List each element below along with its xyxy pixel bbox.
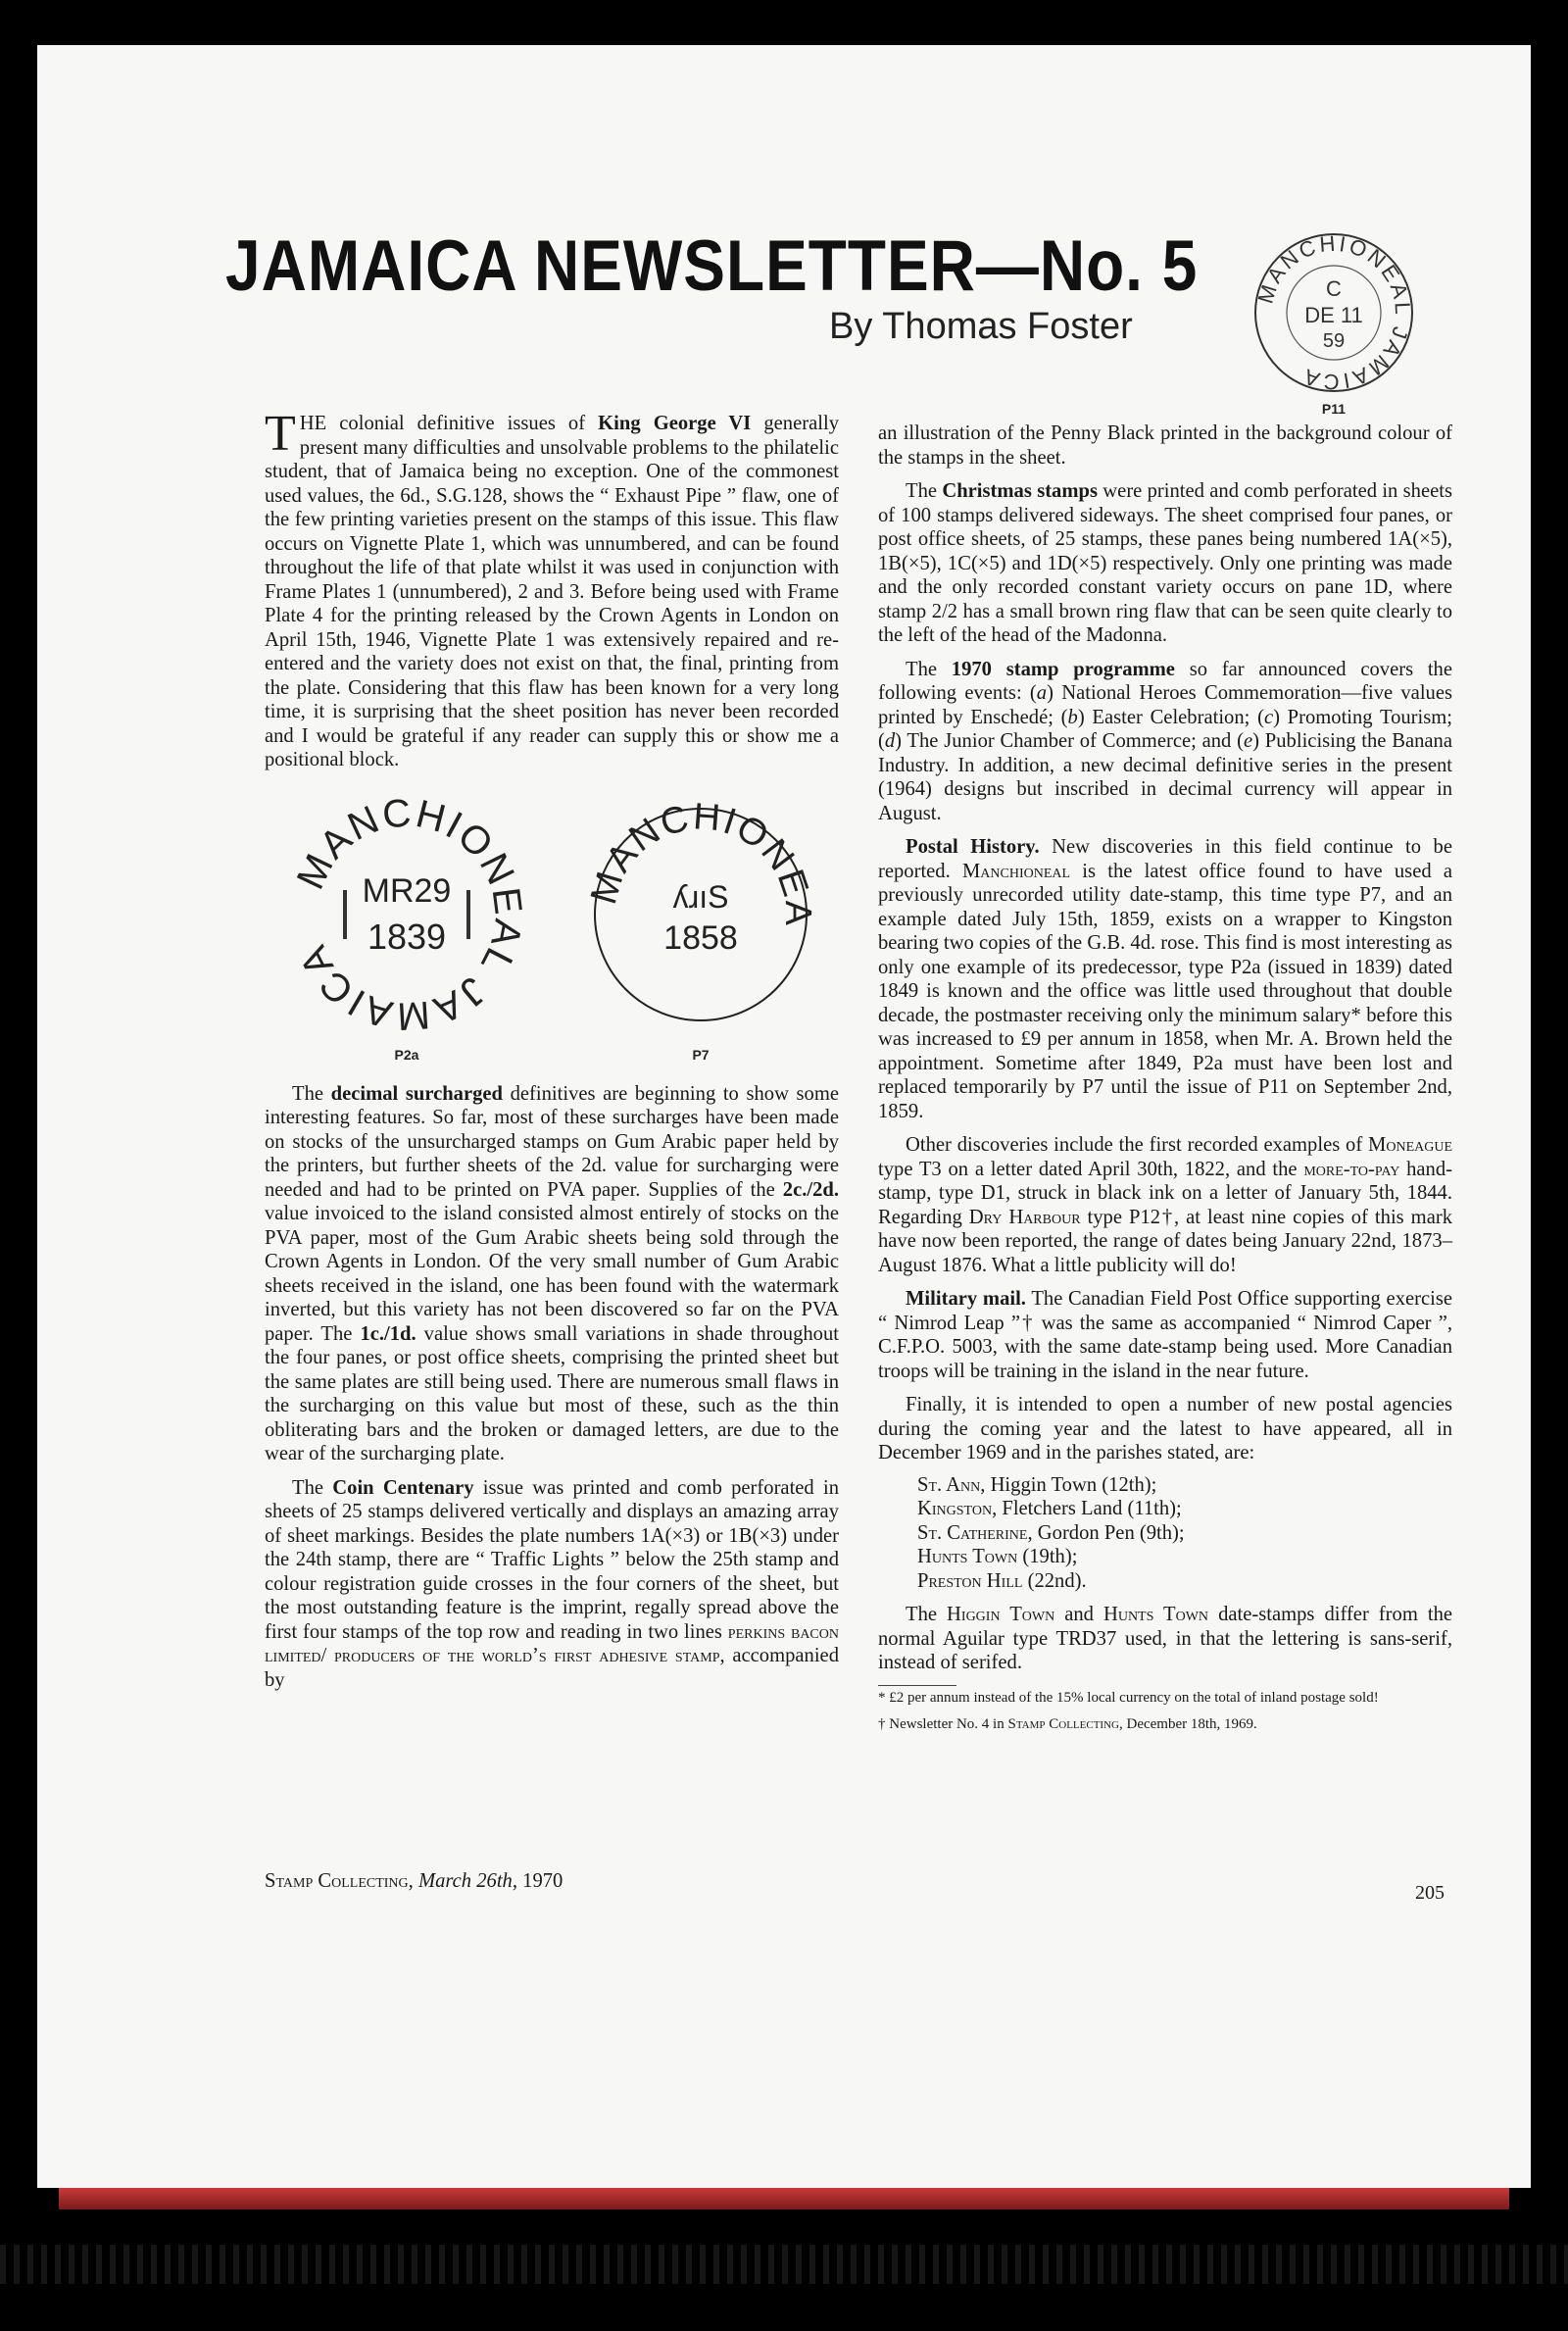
article-byline: By Thomas Foster — [829, 306, 1133, 347]
page-number: 205 — [1415, 1882, 1445, 1904]
parish-name: St. Catherine — [917, 1521, 1028, 1544]
text-span: so far announced covers the following events: ( — [878, 658, 1452, 704]
small-caps-span: Manchioneal — [962, 860, 1071, 882]
text-span: date-stamps differ from the normal Aguilar type TRD37 used, in that the lettering is sans-serif, instead of serifed. — [878, 1604, 1453, 1673]
list-item — [917, 1545, 1452, 1569]
christmas-stamps-paragraph — [878, 479, 1452, 648]
postmark-p11-line3: 59 — [1322, 330, 1346, 352]
text-span: issue was printed and comb perforated in sheets of 25 stamps delivered vertically and displays an amazing array of sheet markings. Besides the plate numbers 1A(×3) or 1B(×3) under the 24th stamp, there are “ Traffic Lights ” below the 25th stamp and colour registration guide crosses in the four corners of the sheet, but the most outstanding feature is the imprint, regally spread above the first four stamps of the top row and reading in two lines — [265, 1476, 839, 1643]
bold-span: Christmas stamps — [942, 480, 1098, 502]
italic-span: d — [884, 730, 896, 752]
text-span: ) Publicising the Banana Industry. In addition, a new decimal definitive series in the present (1964) designs but inscribed in decimal currency will appear in August. — [878, 730, 1452, 824]
list-item — [917, 1569, 1452, 1594]
continued-paragraph: an illustration of the Penny Black printed in the background colour of the stamps in the sheet. — [878, 422, 1452, 469]
left-column — [265, 406, 840, 1702]
small-caps-span: Stamp Collecting — [1007, 1715, 1119, 1732]
postmark-p7-line2: 1858 — [663, 918, 738, 957]
article-title: JAMAICA NEWSLETTER—No. 5 — [225, 224, 1199, 306]
footnote-2 — [878, 1716, 1452, 1733]
postmark-p11-line1: C — [1326, 276, 1342, 301]
postal-agencies-list — [917, 1473, 1452, 1594]
postmark-figures — [265, 782, 839, 1066]
postmark-p11-image — [1250, 229, 1417, 396]
small-caps-span: Hunts Town — [1102, 1604, 1209, 1625]
postmark-p11-line2: DE 11 — [1304, 303, 1363, 327]
text-span: and — [1054, 1604, 1103, 1625]
postmark-p7-caption: P7 — [692, 1047, 710, 1063]
small-caps-span: Higgin Town — [947, 1604, 1055, 1625]
right-column — [878, 422, 1452, 1743]
agency-detail: , Gordon Pen (9th); — [1027, 1521, 1185, 1544]
postal-history-paragraph — [878, 835, 1452, 1123]
red-page-edge — [59, 2188, 1509, 2209]
text-span: ) The Junior Chamber of Commerce; and ( — [895, 730, 1245, 752]
intro-text-c: generally present many difficulties and unsolvable problems to the philatelic student, that of Jamaica being no exception. One of the commonest used values, the 6d., S.G.128, shows the “ Exhaust Pipe ” flaw, one of the few printing varieties present on the stamps of this issue. This flaw occurs on Vignette Plate 1, which was unnumbered, and can be found throughout the life of that plate whilst it was used in conjunction with Frame Plates 1 (unnumbered), 2 and 3. Before being used with Frame Plate 4 for the printing released by the Crown Agents in London on April 15th, 1946, Vignette Plate 1 was extensively repaired and re-entered and the variety does not exist on that, the final, printing from the plate. Considering that this flaw has been known for a very long time, it is surprising that the sheet position has never been recorded and I would be grateful if any reader can supply this or show me a positional block. — [265, 413, 839, 770]
postmark-p7-figure — [578, 792, 823, 1067]
issue-date: March 26th — [417, 1870, 513, 1892]
bold-span: 1970 stamp programme — [951, 658, 1175, 680]
postmark-p7-ring-text: MANCHIONEA — [583, 795, 819, 927]
small-caps-span: more-to-pay — [1303, 1158, 1400, 1180]
agency-detail: , Higgin Town (12th); — [980, 1473, 1157, 1496]
text-span: , accompanied by — [265, 1645, 839, 1691]
parish-name: Hunts Town — [917, 1546, 1018, 1567]
text-span: The Canadian Field Post Office supporting exercise “ Nimrod Leap ”† was the same as accompanied “ Nimrod Caper ”, C.F.P.O. 5003, with the same date-stamp being used. More Canadian troops will be training in the island in the near future. — [878, 1288, 1453, 1382]
text-span: The — [292, 1082, 331, 1105]
postmark-p11-ring-text: MANCHIONEAL JAMAICA — [1252, 230, 1416, 395]
agency-detail: (22nd). — [1022, 1569, 1087, 1592]
text-span: The — [906, 658, 952, 680]
postmark-p2a-figure — [284, 792, 529, 1067]
text-span: type T3 on a letter dated April 30th, 1822, and the — [878, 1158, 1304, 1180]
list-item — [917, 1521, 1452, 1546]
text-span: , — [408, 1870, 418, 1892]
date-stamps-paragraph — [878, 1603, 1452, 1675]
postal-agencies-paragraph: Finally, it is intended to open a number of new postal agencies during the coming year and the latest to have appeared, all in December 1969 and in the parishes stated, are: — [878, 1394, 1452, 1463]
text-span: The — [906, 480, 943, 502]
italic-span: b — [1067, 706, 1078, 728]
postmark-p2a-line2: 1839 — [367, 916, 447, 957]
postmark-p11-figure — [1250, 229, 1417, 417]
other-discoveries-paragraph — [878, 1133, 1452, 1277]
postmark-p7-image — [578, 792, 823, 1037]
issue-year: , 1970 — [512, 1870, 564, 1892]
coin-centenary-paragraph — [265, 1476, 839, 1693]
text-span: type P12†, at least nine copies of this mark have now been reported, the range of dates being January 22nd, 1873–August 1876. What a little publicity will do! — [878, 1206, 1452, 1276]
journal-footer — [265, 1870, 563, 1893]
postmark-p2a-line1: MR29 — [362, 871, 452, 910]
bold-span: Postal History. — [906, 836, 1040, 858]
postmark-p2a-caption: P2a — [394, 1047, 419, 1063]
postmark-p11-caption: P11 — [1321, 401, 1347, 417]
postmark-p2a-image — [284, 792, 529, 1037]
text-span: ) Promoting Tourism; ( — [878, 706, 1453, 752]
text-span: New discoveries in this field continue to be reported. — [878, 836, 1452, 882]
footnote-rule — [878, 1685, 956, 1686]
bold-span: 2c./2d. — [782, 1178, 839, 1201]
text-span: definitives are beginning to show some interesting features. So far, most of these surcharges have been made on stocks of the unsurcharged stamps on Gum Arabic paper held by the printers, but further sheets of the 2d. value for surcharging were needed and had to be printed on PVA paper. Supplies of the — [265, 1082, 840, 1201]
parish-name: St. Ann — [917, 1473, 981, 1496]
small-caps-span: Dry Harbour — [968, 1206, 1081, 1228]
small-caps-span: perkins bacon limited/ producers of the world’s first adhesive stamp — [265, 1620, 839, 1666]
italic-span: a — [1036, 682, 1048, 704]
footnote-1: * £2 per annum instead of the 15% local currency on the total of inland postage sold! — [878, 1689, 1379, 1706]
bold-span: Coin Centenary — [332, 1476, 474, 1499]
intro-paragraph — [265, 406, 839, 772]
text-span: Other discoveries include the first recorded examples of — [906, 1134, 1369, 1156]
stamp-programme-paragraph — [878, 658, 1452, 826]
list-item — [917, 1473, 1452, 1498]
journal-name: Stamp Collecting — [265, 1870, 409, 1892]
text-span: value invoiced to the island consisted almost entirely of stocks on the PVA paper, most of the Gum Arabic sheets being sold through the Crown Agents in London. Of the very small number of Gum Arabic sheets received in the island, one has been found with the watermark inverted, but this variety has not been discovered so far on the PVA paper. The — [265, 1203, 839, 1345]
intro-bold: King George VI — [598, 413, 752, 434]
intro-text-a: HE colonial definitive issues of — [299, 413, 599, 434]
decimal-surcharged-paragraph — [265, 1082, 839, 1466]
parish-name: Kingston — [917, 1498, 993, 1519]
parish-name: Preston Hill — [917, 1569, 1023, 1592]
text-span: The — [906, 1604, 948, 1625]
small-caps-span: Moneague — [1368, 1134, 1452, 1156]
drop-cap: T — [265, 406, 296, 462]
postmark-p7-line1: ʎɹıS — [672, 878, 729, 915]
bold-span: Military mail. — [906, 1288, 1026, 1310]
bold-span: decimal surcharged — [330, 1082, 504, 1105]
agency-detail: , Fletchers Land (11th); — [992, 1498, 1182, 1519]
text-span: is the latest office found to have used a previously unrecorded utility date-stamp, this time type P7, and an example dated July 15th, 1859, exists on a wrapper to Kingston bearing two copies of the G.B. 4d. rose. This find is most interesting as only one example of its predecessor, type P2a (issued in 1839) dated 1849 is known and the office was little used throughout that double decade, the postmaster receiving only the minimum salary* before this was increased to £9 per annum in 1858, when Mr. A. Brown held the appointment. Sometime after 1849, P2a must have been lost and replaced temporarily by P7 until the issue of P11 on September 2nd, 1859. — [878, 860, 1452, 1122]
italic-span: e — [1244, 730, 1253, 752]
background-strip — [0, 2245, 1568, 2284]
text-span: ) Easter Celebration; ( — [1077, 706, 1264, 728]
agency-detail: (19th); — [1017, 1546, 1078, 1567]
text-span: The — [292, 1476, 333, 1499]
text-span: ) National Heroes Commemoration—five values printed by Enschedé; ( — [878, 682, 1452, 728]
bold-span: 1c./1d. — [360, 1322, 416, 1345]
italic-span: c — [1263, 706, 1274, 728]
text-span: hand-stamp, type D1, struck in black ink on a letter of January 5th, 1844. Regarding — [878, 1158, 1452, 1228]
text-span: were printed and comb perforated in sheets of 100 stamps delivered sideways. The sheet comprised four panes, or post office sheets, of 25 stamps, these panes being numbered 1A(×5), 1B(×5), 1C(×5) and 1D(×5) respectively. Only one printing was made and the only recorded constant variety occurs on pane 1D, where stamp 2/2 has a small brown ring flaw that can be seen quite clearly to the left of the head of the Madonna. — [878, 480, 1452, 646]
text-span: value shows small variations in shade throughout the four panes, or post office sheets, comprising the printed sheet but the same plates are still being used. There are numerous small flaws in the surcharging on this value but most of these, such as the thin obliterating bars and the broken or damaged letters, are due to the wear of the surcharging plate. — [265, 1322, 839, 1464]
postmark-p2a-ring-text: MANCHIONEAL JAMAICA — [288, 791, 529, 1037]
text-span: , December 18th, 1969. — [1118, 1715, 1257, 1732]
text-span: † Newsletter No. 4 in — [878, 1715, 1008, 1732]
list-item — [917, 1497, 1452, 1521]
military-mail-paragraph — [878, 1287, 1452, 1383]
